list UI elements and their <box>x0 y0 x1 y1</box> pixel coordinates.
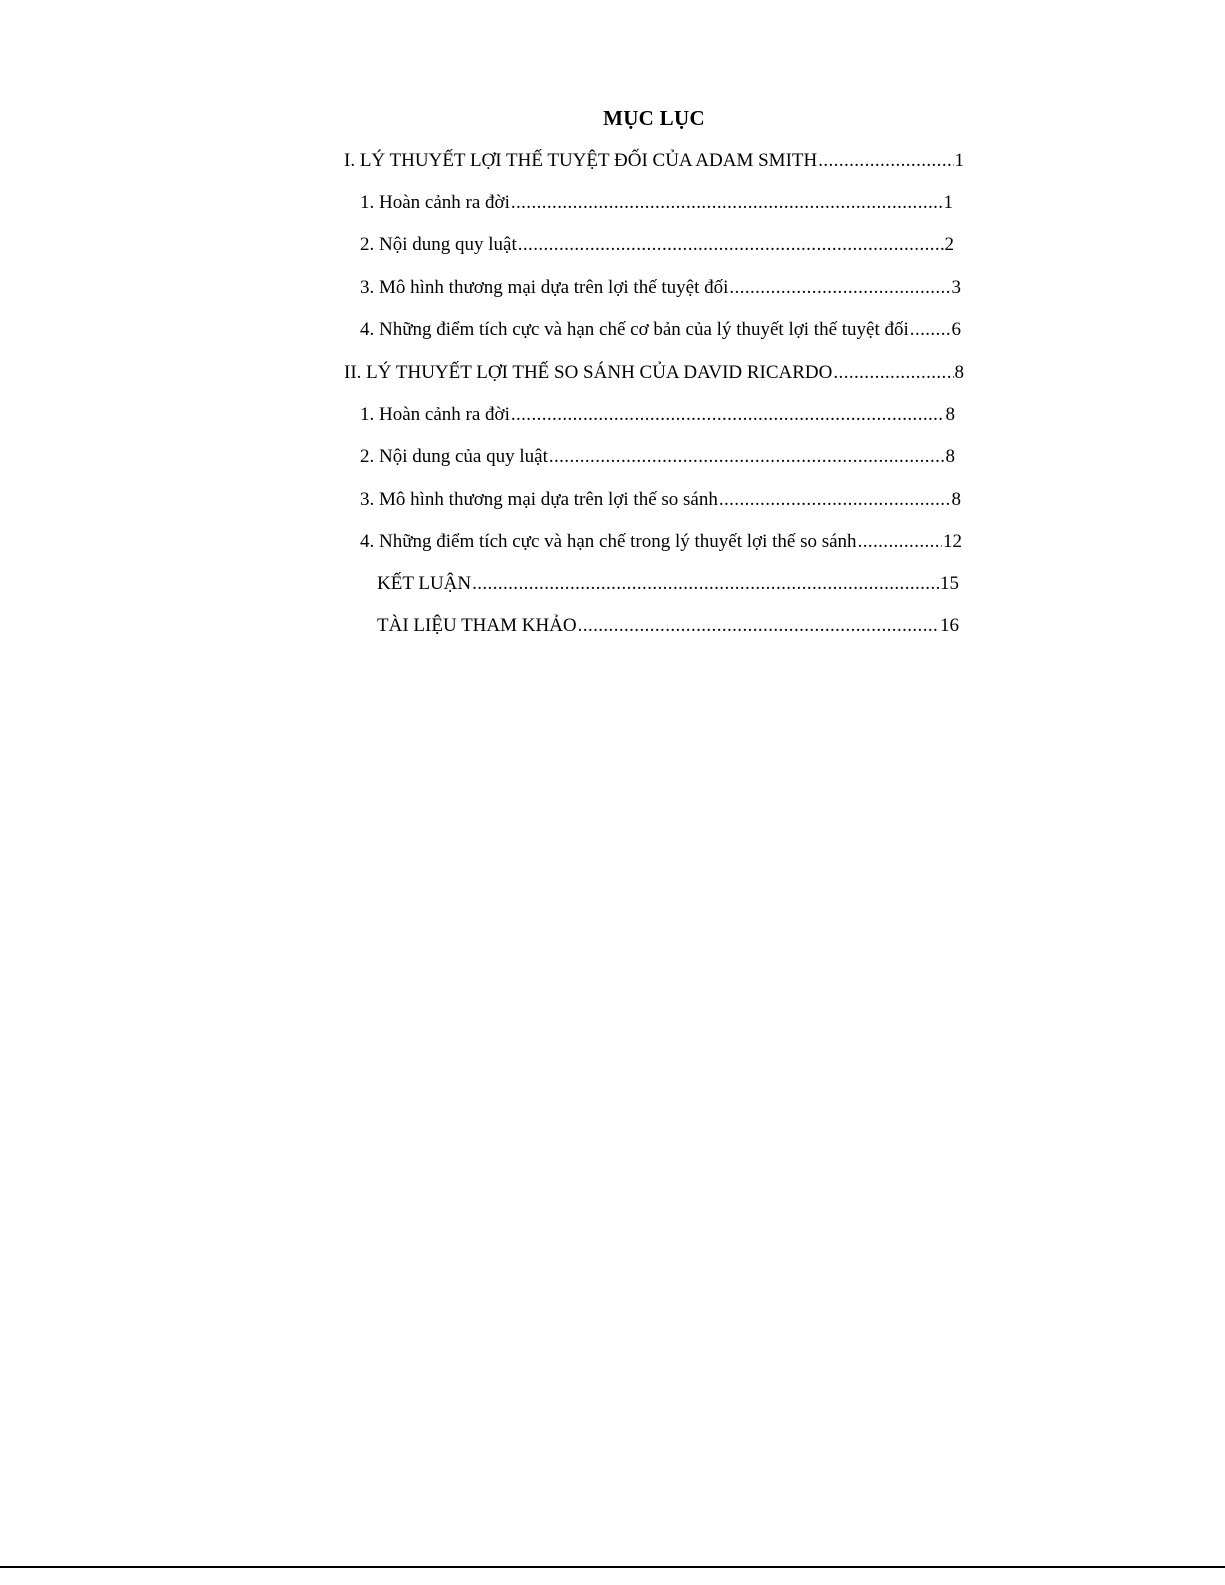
toc-entry[interactable] <box>360 190 953 216</box>
toc-entry-label: 4. Những điểm tích cực và hạn chế trong lý thuyết lợi thế so sánh <box>360 531 857 552</box>
toc-entry-label: TÀI LIỆU THAM KHẢO <box>377 615 577 636</box>
toc-entry[interactable] <box>344 360 964 386</box>
toc-entry-page-number: 1 <box>943 192 953 213</box>
toc-dot-leader <box>472 571 939 597</box>
toc-dot-leader <box>833 360 953 386</box>
toc-entry[interactable] <box>360 529 962 555</box>
toc-entry-label: 4. Những điểm tích cực và hạn chế cơ bản của lý thuyết lợi thế tuyệt đối <box>360 319 909 340</box>
page-bottom-border <box>0 1566 1225 1568</box>
toc-entry-page-number: 8 <box>954 362 964 383</box>
toc-entry-label: 3. Mô hình thương mại dựa trên lợi thế so sánh <box>360 489 718 510</box>
toc-entry-label: 2. Nội dung quy luật <box>360 234 517 255</box>
toc-entry-page-number: 16 <box>940 615 959 636</box>
toc-entry[interactable] <box>377 613 959 639</box>
toc-entry-page-number: 8 <box>945 404 955 425</box>
toc-entry-page-number: 15 <box>940 573 959 594</box>
toc-dot-leader <box>858 529 942 555</box>
toc-entry-page-number: 1 <box>954 150 964 171</box>
toc-title: MỤC LỤC <box>603 106 705 130</box>
toc-dot-leader <box>910 317 951 343</box>
toc-entry[interactable] <box>344 148 964 174</box>
toc-entry-page-number: 2 <box>944 234 954 255</box>
toc-entry-page-number: 6 <box>951 319 961 340</box>
toc-entry[interactable] <box>377 571 959 597</box>
toc-entry-label: II. LÝ THUYẾT LỢI THẾ SO SÁNH CỦA DAVID RICARDO <box>344 362 833 383</box>
toc-entry[interactable] <box>360 275 961 301</box>
toc-entry-label: 1. Hoàn cảnh ra đời <box>360 192 510 213</box>
toc-entry-page-number: 12 <box>943 531 962 552</box>
toc-entry-page-number: 8 <box>945 446 955 467</box>
toc-dot-leader <box>578 613 939 639</box>
toc-dot-leader <box>511 190 943 216</box>
toc-entry-label: 3. Mô hình thương mại dựa trên lợi thế tuyệt đối <box>360 277 729 298</box>
toc-entry-label: KẾT LUẬN <box>377 573 472 594</box>
toc-dot-leader <box>511 402 945 428</box>
toc-entry[interactable] <box>360 317 961 343</box>
toc-entry-label: 2. Nội dung của quy luật <box>360 446 548 467</box>
toc-dot-leader <box>729 275 950 301</box>
toc-dot-leader <box>518 232 944 258</box>
toc-entry[interactable] <box>360 487 961 513</box>
toc-entry-label: 1. Hoàn cảnh ra đời <box>360 404 510 425</box>
toc-dot-leader <box>818 148 953 174</box>
toc-entry-page-number: 3 <box>951 277 961 298</box>
toc-dot-leader <box>719 487 951 513</box>
toc-entry[interactable] <box>360 232 954 258</box>
toc-dot-leader <box>549 444 945 470</box>
toc-entry-page-number: 8 <box>951 489 961 510</box>
toc-entry[interactable] <box>360 402 955 428</box>
toc-list <box>0 0 1225 700</box>
toc-entry-label: I. LÝ THUYẾT LỢI THẾ TUYỆT ĐỐI CỦA ADAM SMITH <box>344 150 818 171</box>
toc-entry[interactable] <box>360 444 955 470</box>
